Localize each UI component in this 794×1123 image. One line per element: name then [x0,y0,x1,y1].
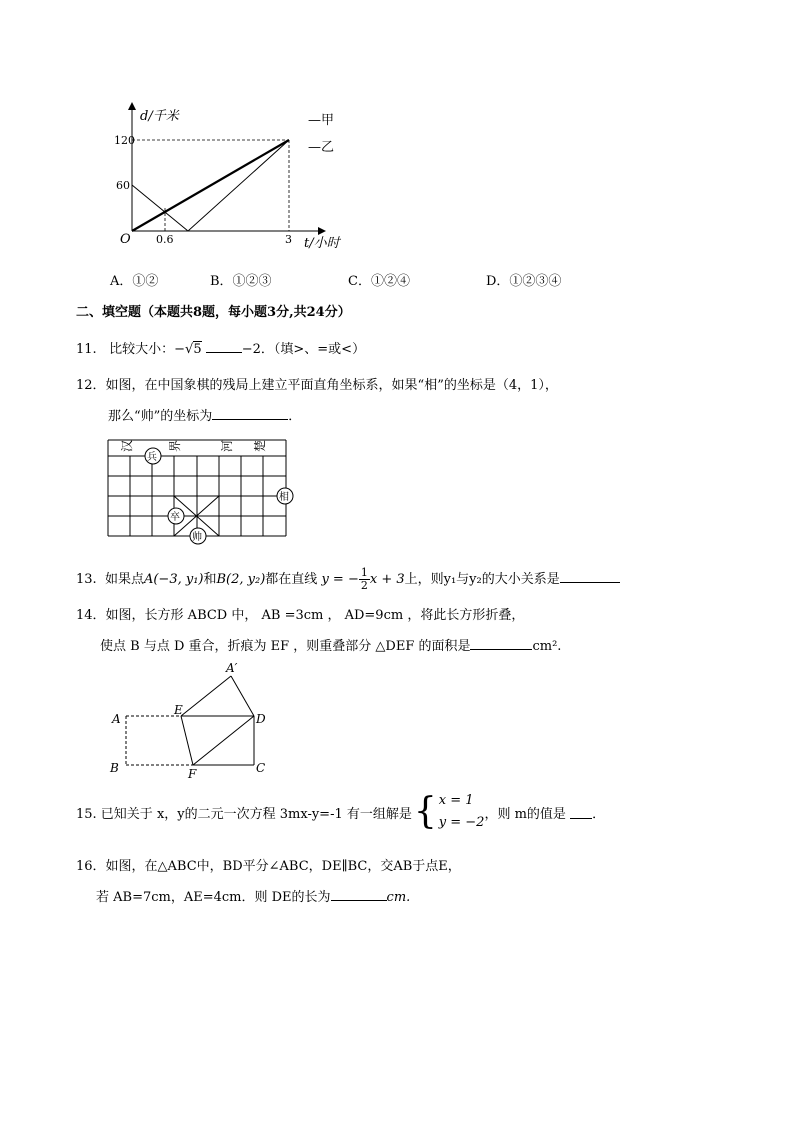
q12-suffix: ． [288,409,302,424]
q11-neg: − [174,342,186,357]
q13-eq-left: y = − [321,572,359,587]
distance-time-graph [100,100,360,260]
label-c: C [256,761,266,775]
question-14-line1: 14．如图，长方形 ABCD 中， AB =3cm ， AD=9cm ，将此长方形折叠， [76,608,525,623]
q16-prefix: 若 AB=7cm，AE=4cm．则 DE的长为 [96,890,331,905]
option-c: C．①②④ [348,274,410,289]
q16-suffix: cm. [386,890,411,905]
board-text-chu: 楚 [253,439,267,452]
q13-point-b: B(2, y₂) [216,572,266,587]
folding-figure [108,660,278,784]
brace-icon: { [413,791,437,832]
q14-prefix: 使点 B 与点 D 重合，折痕为 EF ，则重叠部分 △DEF 的面积是 [100,639,471,654]
board-text-he: 河 [220,439,234,452]
x-tick-3: 3 [285,233,292,246]
origin-label: O [120,232,131,247]
q13-point-a: A(−3, y₁) [143,572,204,587]
line-yi [132,140,289,231]
q13-post: 上，则y₁与y₂的大小关系是 [404,572,560,587]
y-axis-arrow [128,102,136,110]
y-tick-120: 120 [114,134,135,147]
option-d: D．①②③④ [486,274,562,289]
label-e: E [174,703,183,717]
q11-answer-blank[interactable] [206,340,242,353]
legend-yi: —乙 [308,140,335,155]
q15-eq2: y = −2 [438,815,485,830]
q12-answer-blank[interactable] [212,407,288,420]
piece-zu [168,508,184,524]
piece-shuai [190,528,206,544]
q12-prefix: 那么“帅”的坐标为 [108,409,213,424]
q15-system [439,790,485,834]
section-title: 二、填空题（本题共8题，每小题3分,共24分） [76,305,351,320]
label-a-prime: A′ [226,661,238,675]
q13-prefix: 如果点 [104,572,144,587]
x-axis-arrow [318,227,326,235]
q16-answer-blank[interactable] [331,888,387,901]
board-text-jie: 界 [168,439,182,452]
label-d: D [256,712,266,726]
svg-text:卒: 卒 [170,512,180,523]
q15-prefix: 15. 已知关于 x，y的二元一次方程 3mx-y=-1 有一组解是 [76,806,412,822]
option-b: B．①②③ [210,274,272,289]
question-12-line1: 12．如图，在中国象棋的残局上建立平面直角坐标系，如果“相”的坐标是（4，1）， [76,378,558,393]
piece-xiang [277,488,293,504]
y-axis-label: d/千米 [140,109,179,124]
option-a: A．①② [110,274,159,289]
q14-answer-blank[interactable] [470,637,532,650]
question-12-line2 [108,405,301,424]
q15-eq1: x = 1 [438,793,474,808]
q11-prefix: 比较大小： [109,342,175,357]
svg-text:相: 相 [279,492,289,503]
q13-fraction [359,567,370,592]
q13-answer-blank[interactable] [560,570,620,583]
q15-end: ． [592,806,606,822]
q13-and: 和 [203,572,217,587]
question-14-line2 [100,635,561,654]
q11-number: 11. [76,342,97,357]
question-16-line1: 16．如图，在△ABC中，BD平分∠ABC，DE∥BC，交AB于点E， [76,859,461,874]
q15-post: ，则 m的值是 [484,806,566,822]
label-a: A [112,712,121,726]
y-tick-60: 60 [116,179,130,192]
question-13 [76,567,620,592]
q13-mid: 都在直线 [265,572,318,587]
label-b: B [110,761,119,775]
legend-jia: —甲 [308,113,335,128]
q13-number: 13. [76,572,97,587]
q14-suffix: cm². [532,639,562,654]
x-tick-0.6: 0.6 [156,233,174,246]
q13-eq-right: x + 3 [369,572,405,587]
chess-board [100,434,300,546]
question-15 [76,790,605,834]
q13-frac-num: 1 [360,566,368,579]
q11-radicand: 5 [193,342,202,357]
board-text-han: 汉 [120,439,134,452]
question-16-line2 [96,886,410,905]
x-axis-label: t/小时 [304,236,340,251]
label-f: F [188,767,197,781]
piece-bing [145,448,161,464]
question-11 [76,338,365,357]
sqrt-icon: √ [185,342,194,357]
svg-text:兵: 兵 [147,452,157,463]
svg-text:帅: 帅 [192,532,202,543]
q13-frac-den: 2 [360,579,368,592]
q15-answer-blank[interactable] [570,806,592,819]
q11-suffix: −2．（填>、=或<） [241,342,366,357]
